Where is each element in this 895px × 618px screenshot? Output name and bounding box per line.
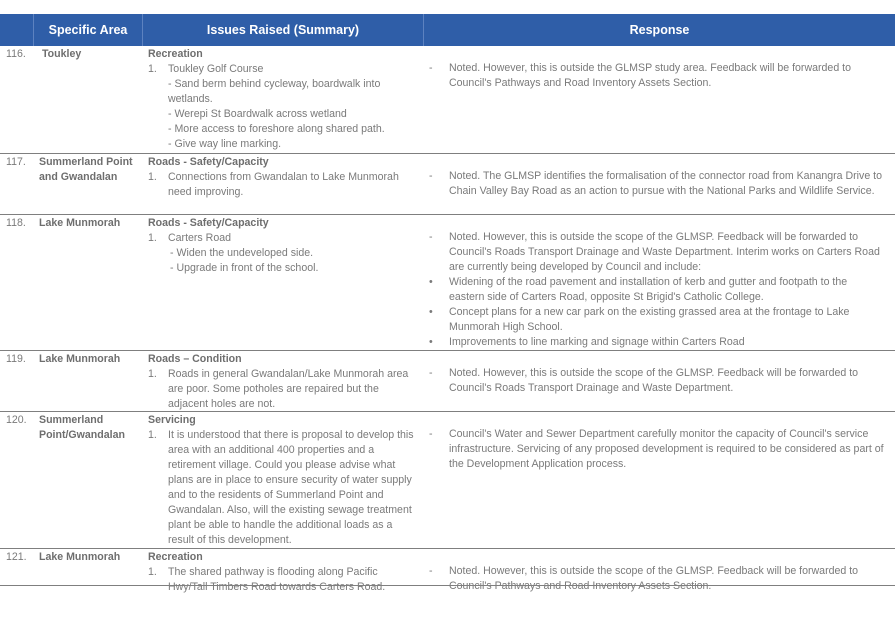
table-row (0, 549, 895, 593)
response-dash: - (429, 62, 433, 74)
table-row (0, 154, 895, 215)
row-number: 119. (6, 353, 26, 365)
row-number: 120. (6, 414, 27, 426)
response-text: Noted. However, this is outside the GLMSP study area. Feedback will be forwarded to Council's Pathways and Road Inventory Assets Section. (449, 62, 851, 89)
issue-item-text: The shared pathway is flooding along Pacific Hwy/Tall Timbers Road towards Carters Road. (168, 566, 386, 593)
issue-item-number: 1. (148, 232, 157, 244)
response-dash: - (429, 170, 433, 182)
response-text: Noted. However, this is outside the scope of the GLMSP. Feedback will be forwarded to Council's Roads Transport Drainage and Waste Department. Interim works on Carters Road are currently being developed by Council and include: (449, 231, 880, 273)
header-specific-area: Specific Area (33, 14, 142, 46)
issue-subitem: - Give way line marking. (168, 138, 282, 150)
response-dash: - (429, 565, 433, 577)
response-bullet (429, 275, 885, 305)
issue-item (148, 231, 415, 246)
issue-item-text: Connections from Gwandalan to Lake Munmorah need improving. (168, 171, 399, 198)
issue-title: Recreation (148, 48, 203, 60)
row-issues (141, 412, 421, 548)
row-number: 121. (6, 551, 27, 563)
row-issues (141, 154, 421, 214)
response-bullet (429, 335, 885, 350)
issue-item (148, 367, 415, 412)
response-text: Noted. However, this is outside the scope of the GLMSP. Feedback will be forwarded to Council's Roads Transport Drainage and Waste Department. (449, 367, 859, 394)
row-area: Lake Munmorah (39, 217, 121, 229)
row-area: Lake Munmorah (39, 551, 121, 563)
issue-subitem: - Werepi St Boardwalk across wetland (168, 108, 347, 120)
row-area: Lake Munmorah (39, 353, 121, 365)
issue-item-number: 1. (148, 566, 157, 578)
row-area: Summerland Point/Gwandalan (39, 414, 125, 441)
bullet-text: Improvements to line marking and signage within Carters Road (449, 336, 745, 348)
issue-item (148, 62, 415, 77)
bullet-text: Widening of the road pavement and installation of kerb and gutter and footpath to the eastern side of Carters Road, opposite St Brigid's Catholic College. (449, 276, 848, 303)
issue-item (148, 428, 415, 548)
issue-subitem: - Upgrade in front of the school. (170, 262, 319, 274)
header-response: Response (423, 14, 895, 46)
issue-title: Servicing (148, 414, 196, 426)
response-text: Council's Water and Sewer Department carefully monitor the capacity of Council's service infrastructure. Servicing of any proposed development is required to be considered as part of the Development Application process. (449, 428, 884, 470)
issue-title: Roads - Safety/Capacity (148, 217, 269, 229)
table-row (0, 412, 895, 549)
row-issues (141, 549, 421, 593)
bullet-icon: • (429, 276, 433, 288)
issue-item-text: Toukley Golf Course (168, 63, 264, 75)
issue-item-text: Roads in general Gwandalan/Lake Munmorah area are poor. Some potholes are repaired but the adjacent holes are not. (168, 368, 409, 410)
table-row (0, 46, 895, 154)
table-row (0, 351, 895, 412)
issue-subitem: - More access to foreshore along shared path. (168, 123, 385, 135)
row-issues (141, 351, 421, 411)
bullet-icon: • (429, 306, 433, 318)
issue-title: Roads - Safety/Capacity (148, 156, 269, 168)
response-dash: - (429, 231, 433, 243)
bullet-text: Concept plans for a new car park on the existing grassed area at the frontage to Lake Munmorah High School. (449, 306, 850, 333)
table-bottom-border (0, 585, 895, 586)
issue-item-number: 1. (148, 368, 157, 380)
row-number: 116. (6, 48, 26, 60)
table-row (0, 215, 895, 351)
issue-subitem: wetlands. (168, 93, 213, 105)
row-response (421, 549, 895, 593)
row-issues (141, 46, 421, 153)
issue-subitem: - Sand berm behind cycleway, boardwalk into (168, 78, 381, 90)
comments-table (0, 14, 895, 593)
row-response (421, 351, 895, 411)
row-response (421, 215, 895, 350)
row-area: Summerland Point and Gwandalan (39, 156, 133, 183)
issue-item (148, 170, 415, 200)
issue-title: Roads – Condition (148, 353, 242, 365)
row-response (421, 154, 895, 214)
issue-item-text: Carters Road (168, 232, 231, 244)
table-header (0, 14, 895, 46)
row-number: 117. (6, 156, 26, 168)
issue-item-number: 1. (148, 63, 157, 75)
response-dash: - (429, 428, 433, 440)
issue-item (148, 565, 415, 595)
response-dash: - (429, 367, 433, 379)
header-number-cell (0, 14, 33, 46)
row-issues (141, 215, 421, 350)
bullet-icon: • (429, 336, 433, 348)
row-number: 118. (6, 217, 26, 229)
row-area: Toukley (42, 48, 82, 60)
response-text: Noted. The GLMSP identifies the formalisation of the connector road from Kanangra Drive to Chain Valley Bay Road as an action to pursue with the National Parks and Wildlife Service. (449, 170, 883, 197)
response-text: Noted. However, this is outside the scope of the GLMSP. Feedback will be forwarded to Council's Pathways and Road Inventory Assets Section. (449, 565, 859, 592)
header-issues-raised: Issues Raised (Summary) (142, 14, 423, 46)
response-bullet (429, 305, 885, 335)
issue-subitem: - Widen the undeveloped side. (170, 247, 314, 259)
row-response (421, 412, 895, 548)
row-response (421, 46, 895, 153)
issue-title: Recreation (148, 551, 203, 563)
issue-item-text: It is understood that there is proposal to develop this area with an additional 400 properties and a retirement village. Could you please advise what plans are in place to ensure security of water supply and to the residents of Summerland Point and Gwandalan. Also, will the existing sewage treatment plant be able to handle the additional loads as a result of this development. (168, 429, 414, 546)
issue-item-number: 1. (148, 171, 157, 183)
issue-item-number: 1. (148, 429, 157, 441)
